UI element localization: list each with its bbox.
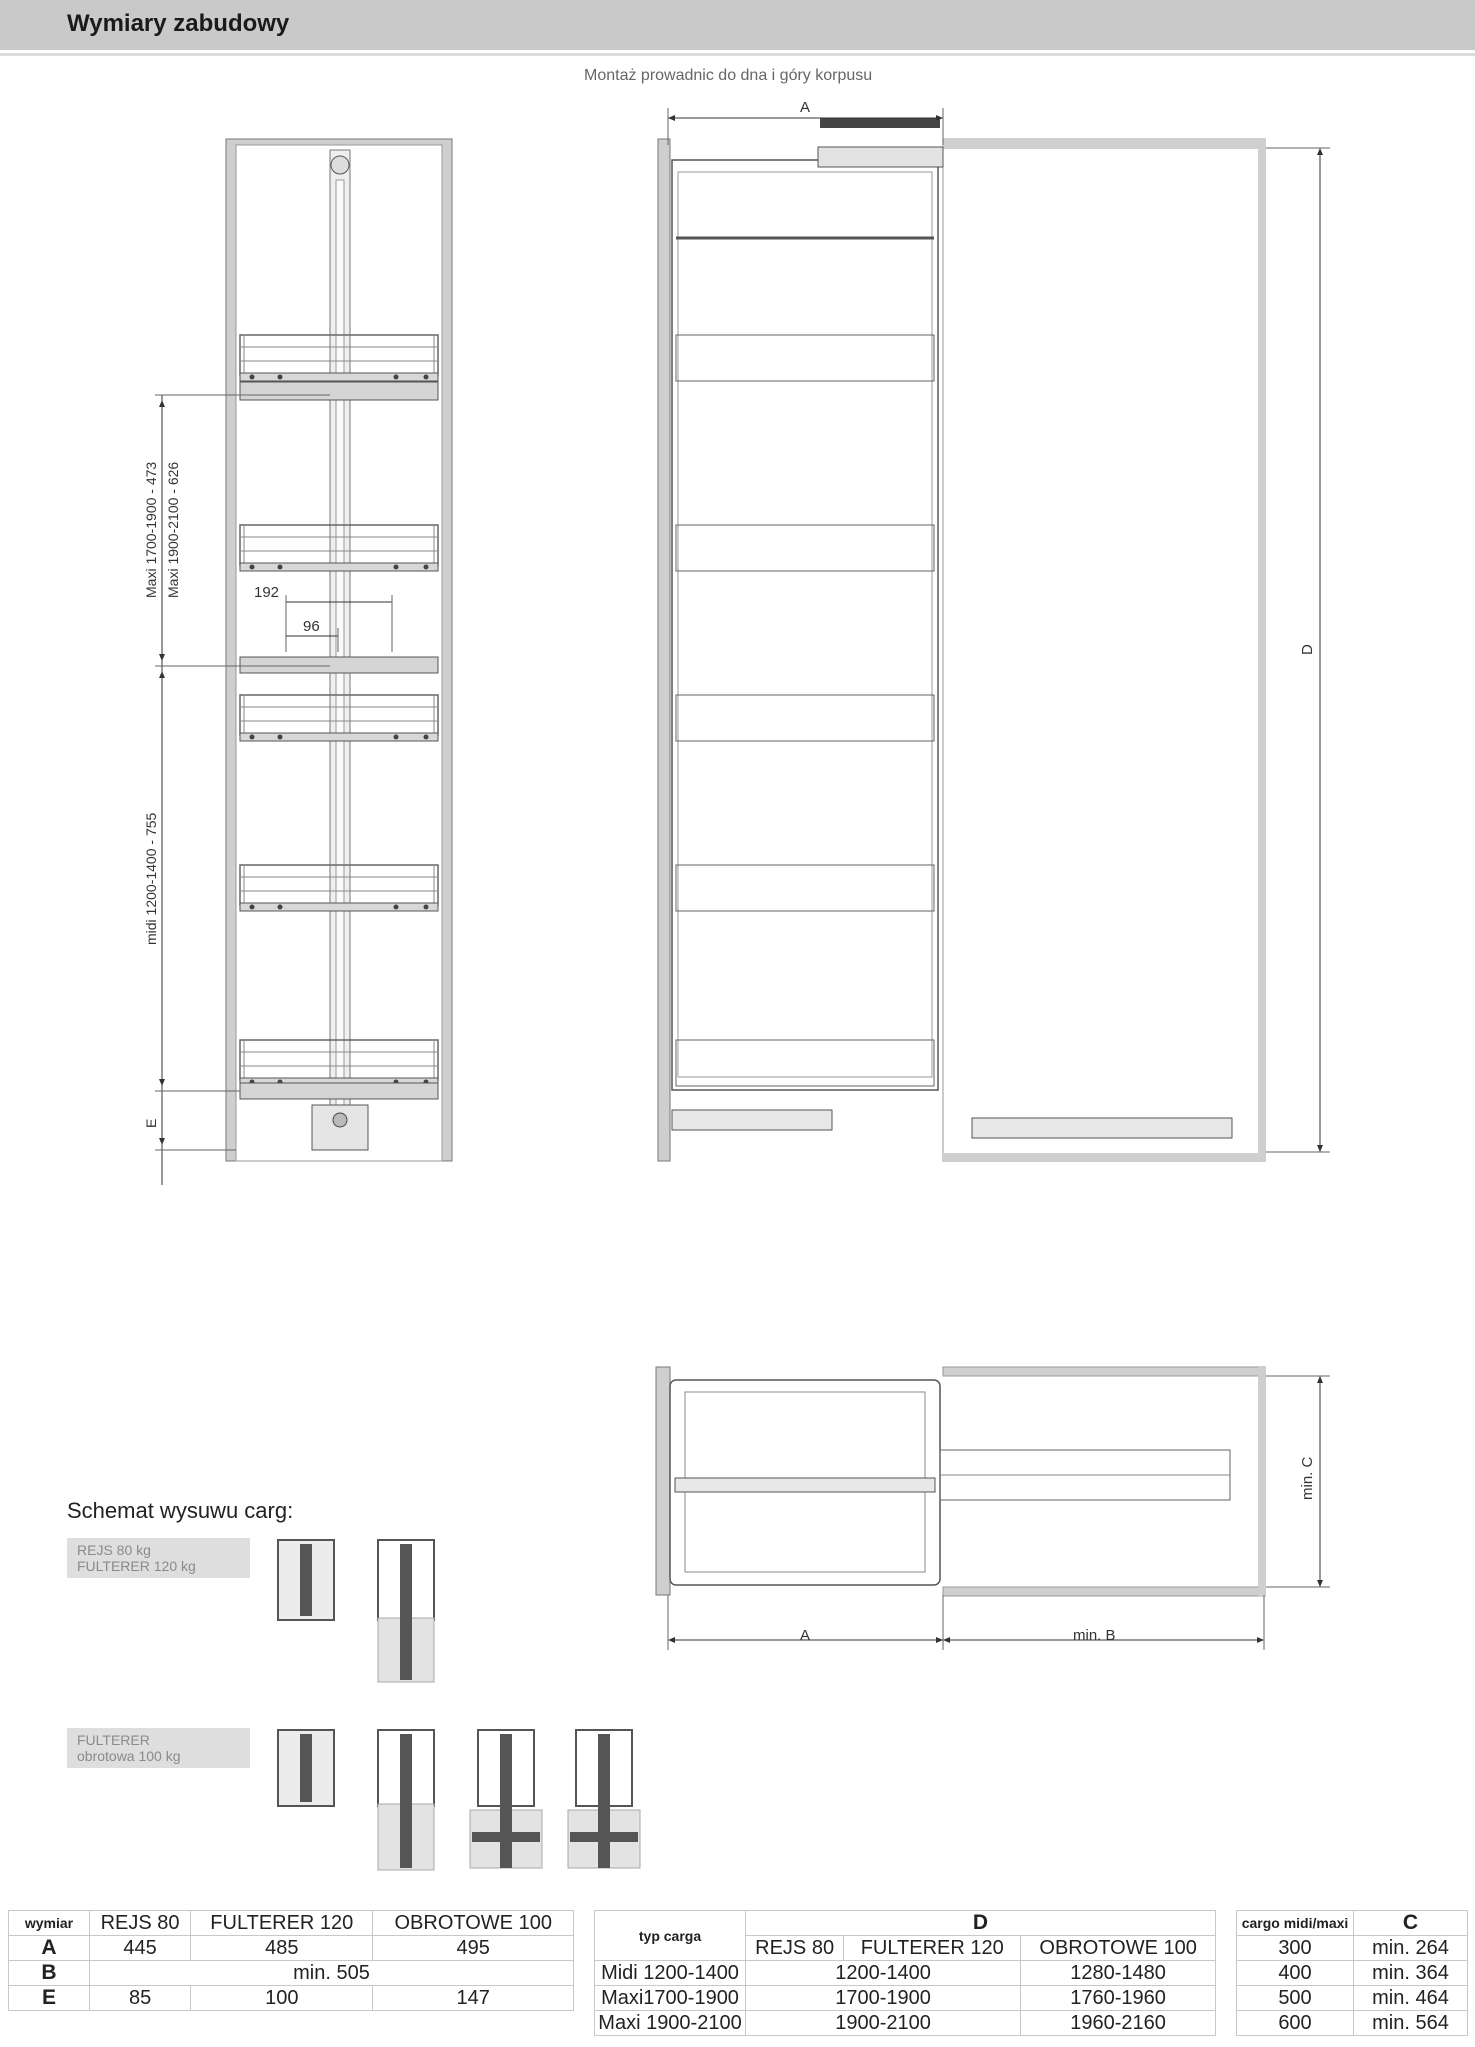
schematic-rotated-2 [568, 1730, 640, 1868]
table1-head-rejs: REJS 80 [90, 1911, 191, 1936]
page-title: Wymiary zabudowy [67, 10, 290, 37]
schemat-box1-line1: REJS 80 kg [77, 1542, 151, 1558]
schemat-box-obrotowa [67, 1728, 250, 1768]
pullout-schematics [270, 1530, 670, 1880]
midi-1200-label: midi 1200-1400 - 755 [143, 812, 159, 945]
table1-a-rejs: 445 [90, 1936, 191, 1961]
table-row [1237, 1911, 1468, 1936]
table3-r2-c: min. 364 [1354, 1961, 1468, 1986]
table-row [595, 1986, 1216, 2011]
table-row [1237, 2011, 1468, 2036]
schematic-rotated-1 [470, 1730, 542, 1868]
table2-r2-obrotowe: 1760-1960 [1021, 1986, 1216, 2011]
schemat-box-rejs-fulterer [67, 1538, 250, 1578]
table2-r3-obrotowe: 1960-2160 [1021, 2011, 1216, 2036]
table2-r1-obrotowe: 1280-1480 [1021, 1961, 1216, 1986]
front-view-drawing [226, 139, 452, 1161]
table1-e-fulterer: 100 [191, 1986, 373, 2011]
table-row [595, 1911, 1216, 1936]
table-row [9, 1911, 574, 1936]
a-top-label: A [800, 99, 811, 116]
top-view-drawing [656, 1367, 1266, 1596]
table-row [595, 1961, 1216, 1986]
table1-head-obrotowe: OBROTOWE 100 [373, 1911, 574, 1936]
table1-head-wymiar: wymiar [9, 1911, 90, 1936]
table3-r2-cargo: 400 [1237, 1961, 1354, 1986]
table1-head-fulterer: FULTERER 120 [191, 1911, 373, 1936]
side-view-drawing [658, 118, 1266, 1161]
schematic-closed-1 [278, 1540, 334, 1620]
table-d-dimension [594, 1910, 1216, 2036]
table3-r3-c: min. 464 [1354, 1986, 1468, 2011]
min-b-label: min. B [1073, 1627, 1116, 1644]
table-row [1237, 1936, 1468, 1961]
table2-r2-rejs-fulterer: 1700-1900 [746, 1986, 1021, 2011]
schemat-box1-line2: FULTERER 120 kg [77, 1558, 196, 1574]
maxi-1700-label: Maxi 1700-1900 - 473 [143, 461, 159, 598]
dim-192-label: 192 [254, 584, 280, 601]
table2-r3-rejs-fulterer: 1900-2100 [746, 2011, 1021, 2036]
table2-col-obrotowe: OBROTOWE 100 [1021, 1936, 1216, 1961]
table2-col-rejs: REJS 80 [746, 1936, 844, 1961]
table1-b-value: min. 505 [90, 1961, 574, 1986]
schemat-box2-line2: obrotowa 100 kg [77, 1748, 181, 1764]
table3-head-cargo: cargo midi/maxi [1237, 1911, 1354, 1936]
table1-b-label: B [9, 1961, 90, 1986]
table3-head-c: C [1354, 1911, 1468, 1936]
table1-e-obrotowe: 147 [373, 1986, 574, 2011]
dim-96-label: 96 [303, 618, 320, 635]
table2-d-head: D [746, 1911, 1216, 1936]
table1-e-label: E [9, 1986, 90, 2011]
table2-typ-carga: typ carga [595, 1911, 746, 1961]
a-bottom-label: A [800, 1627, 811, 1644]
schematic-open-1 [378, 1540, 434, 1682]
table1-e-rejs: 85 [90, 1986, 191, 2011]
drawing-subtitle: Montaż prowadnic do dna i góry korpusu [584, 67, 873, 84]
table2-r1-rejs-fulterer: 1200-1400 [746, 1961, 1021, 1986]
table-row [1237, 1961, 1468, 1986]
schemat-box2-line1: FULTERER [77, 1732, 150, 1748]
table3-r3-cargo: 500 [1237, 1986, 1354, 2011]
table1-a-label: A [9, 1936, 90, 1961]
schematic-closed-2 [278, 1730, 334, 1806]
table1-a-fulterer: 485 [191, 1936, 373, 1961]
table-c-dimension [1236, 1910, 1468, 2036]
table-row [9, 1986, 574, 2011]
table2-r1-type: Midi 1200-1400 [595, 1961, 746, 1986]
min-c-label: min. C [1299, 1456, 1316, 1500]
table-row [595, 2011, 1216, 2036]
table-row [9, 1936, 574, 1961]
d-label: D [1299, 644, 1316, 655]
table3-r4-cargo: 600 [1237, 2011, 1354, 2036]
schematic-open-2 [378, 1730, 434, 1870]
table3-r4-c: min. 564 [1354, 2011, 1468, 2036]
table2-r2-type: Maxi1700-1900 [595, 1986, 746, 2011]
table-row [1237, 1986, 1468, 2011]
table1-a-obrotowe: 495 [373, 1936, 574, 1961]
schemat-title: Schemat wysuwu carg: [67, 1498, 294, 1523]
table2-r3-type: Maxi 1900-2100 [595, 2011, 746, 2036]
table2-col-fulterer: FULTERER 120 [844, 1936, 1021, 1961]
table-dimensions [8, 1910, 574, 2011]
table3-r1-c: min. 264 [1354, 1936, 1468, 1961]
table-row [9, 1961, 574, 1986]
e-dimension-label: E [143, 1118, 159, 1128]
table3-r1-cargo: 300 [1237, 1936, 1354, 1961]
maxi-1900-label: Maxi 1900-2100 - 626 [165, 461, 181, 598]
